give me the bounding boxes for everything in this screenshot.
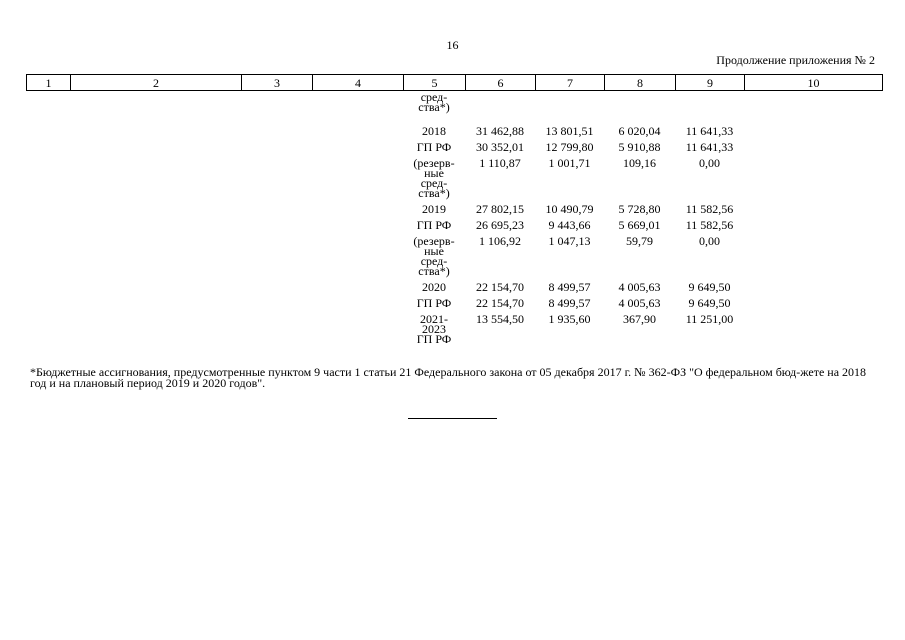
value-cell: 5 728,80 xyxy=(618,202,661,216)
empty-cell xyxy=(70,230,241,276)
value-cell: 59,79 xyxy=(626,234,653,248)
empty-cell xyxy=(70,276,241,292)
empty-cell xyxy=(744,136,882,152)
empty-cell xyxy=(744,92,882,112)
empty-cell xyxy=(744,230,882,276)
value-cell: 9 649,50 xyxy=(688,296,731,310)
empty-cell xyxy=(70,92,241,112)
empty-cell xyxy=(312,308,403,344)
empty-cell xyxy=(26,230,70,276)
empty-cell xyxy=(70,136,241,152)
value-cell: 1 047,13 xyxy=(548,234,591,248)
empty-cell xyxy=(70,152,241,198)
row-label: ГП РФ xyxy=(416,218,452,232)
value-cell: 27 802,15 xyxy=(476,202,524,216)
value-cell xyxy=(604,92,675,112)
value-cell: 5 669,01 xyxy=(618,218,661,232)
column-header: 8 xyxy=(605,75,676,91)
empty-cell xyxy=(312,276,403,292)
table-row xyxy=(26,198,882,214)
table-row xyxy=(26,292,882,308)
value-cell: 12 799,80 xyxy=(545,140,594,154)
empty-cell xyxy=(241,152,312,198)
value-cell: 8 499,57 xyxy=(548,296,591,310)
value-cell: 1 106,92 xyxy=(479,234,521,248)
empty-cell xyxy=(26,198,70,214)
empty-cell xyxy=(312,292,403,308)
column-header: 1 xyxy=(27,75,71,91)
row-label: ГП РФ xyxy=(416,140,452,154)
value-cell: 109,16 xyxy=(623,156,656,170)
empty-cell xyxy=(312,230,403,276)
column-header: 7 xyxy=(536,75,605,91)
value-cell xyxy=(675,92,744,112)
value-cell: 9 649,50 xyxy=(688,280,731,294)
value-cell: 31 462,88 xyxy=(476,124,524,138)
empty-cell xyxy=(70,198,241,214)
table-row xyxy=(26,308,882,344)
column-header: 2 xyxy=(71,75,242,91)
value-cell: 5 910,88 xyxy=(618,140,661,154)
empty-cell xyxy=(26,136,70,152)
empty-cell xyxy=(744,276,882,292)
empty-cell xyxy=(312,214,403,230)
value-cell: 8 499,57 xyxy=(548,280,591,294)
value-cell: 9 443,66 xyxy=(548,218,591,232)
value-cell: 1 110,87 xyxy=(479,156,521,170)
row-label: (резерв- ные сред- ства*) xyxy=(413,234,455,278)
column-header: 5 xyxy=(404,75,466,91)
row-label: 2021- 2023 ГП РФ xyxy=(416,312,452,346)
empty-cell xyxy=(241,112,312,136)
empty-cell xyxy=(26,152,70,198)
empty-cell xyxy=(26,292,70,308)
empty-cell xyxy=(312,92,403,112)
value-cell: 11 641,33 xyxy=(685,124,734,138)
value-cell: 11 251,00 xyxy=(685,312,734,326)
empty-cell xyxy=(241,92,312,112)
value-cell: 4 005,63 xyxy=(618,280,661,294)
value-cell xyxy=(535,92,604,112)
value-cell: 30 352,01 xyxy=(476,140,524,154)
empty-cell xyxy=(70,214,241,230)
value-cell: 4 005,63 xyxy=(618,296,661,310)
column-header: 6 xyxy=(466,75,536,91)
value-cell: 10 490,79 xyxy=(545,202,594,216)
value-cell: 1 935,60 xyxy=(548,312,591,326)
budget-table xyxy=(26,92,882,344)
empty-cell xyxy=(241,308,312,344)
empty-cell xyxy=(26,214,70,230)
empty-cell xyxy=(744,152,882,198)
table-row xyxy=(26,230,882,276)
value-cell xyxy=(465,92,535,112)
value-cell: 0,00 xyxy=(699,156,720,170)
row-label: 2019 xyxy=(422,202,446,216)
empty-cell xyxy=(241,292,312,308)
value-cell: 11 582,56 xyxy=(685,202,734,216)
table-row xyxy=(26,92,882,112)
table-row xyxy=(26,152,882,198)
column-header: 3 xyxy=(242,75,313,91)
value-cell: 367,90 xyxy=(623,312,656,326)
page-number: 16 xyxy=(446,38,459,52)
empty-cell xyxy=(241,276,312,292)
column-header: 4 xyxy=(313,75,404,91)
column-number-header xyxy=(26,74,883,91)
empty-cell xyxy=(241,230,312,276)
value-cell: 26 695,23 xyxy=(476,218,524,232)
value-cell: 22 154,70 xyxy=(476,296,524,310)
row-label: ГП РФ xyxy=(416,296,452,310)
row-label: 2018 xyxy=(422,124,446,138)
table-row xyxy=(26,136,882,152)
row-label: сред- ства*) xyxy=(418,90,450,114)
empty-cell xyxy=(26,308,70,344)
empty-cell xyxy=(241,198,312,214)
empty-cell xyxy=(744,198,882,214)
separator-line xyxy=(408,418,497,419)
table-row xyxy=(26,276,882,292)
empty-cell xyxy=(241,136,312,152)
value-cell: 11 641,33 xyxy=(685,140,734,154)
empty-cell xyxy=(26,92,70,112)
empty-cell xyxy=(312,198,403,214)
empty-cell xyxy=(70,308,241,344)
empty-cell xyxy=(312,112,403,136)
empty-cell xyxy=(26,276,70,292)
column-header: 10 xyxy=(745,75,883,91)
empty-cell xyxy=(312,152,403,198)
empty-cell xyxy=(744,214,882,230)
empty-cell xyxy=(26,112,70,136)
empty-cell xyxy=(744,308,882,344)
empty-cell xyxy=(744,112,882,136)
row-label: 2020 xyxy=(422,280,446,294)
row-label: (резерв- ные сред- ства*) xyxy=(413,156,455,200)
empty-cell xyxy=(70,292,241,308)
value-cell: 6 020,04 xyxy=(618,124,661,138)
value-cell: 11 582,56 xyxy=(685,218,734,232)
column-header: 9 xyxy=(676,75,745,91)
appendix-continuation-note: Продолжение приложения № 2 xyxy=(716,53,875,67)
value-cell: 13 554,50 xyxy=(476,312,524,326)
table-row xyxy=(26,214,882,230)
empty-cell xyxy=(744,292,882,308)
empty-cell xyxy=(70,112,241,136)
value-cell: 22 154,70 xyxy=(476,280,524,294)
empty-cell xyxy=(312,136,403,152)
value-cell: 1 001,71 xyxy=(548,156,591,170)
table-row xyxy=(26,112,882,136)
footnote: *Бюджетные ассигнования, предусмотренные пунктом 9 части 1 статьи 21 Федерального закона от 05 декабря 2017 г. № 362-ФЗ "О федеральном бюд-жете на 2018 год и на плановый период 2019 и 2020 годов". xyxy=(30,365,867,390)
value-cell: 0,00 xyxy=(699,234,720,248)
value-cell: 13 801,51 xyxy=(545,124,594,138)
empty-cell xyxy=(241,214,312,230)
